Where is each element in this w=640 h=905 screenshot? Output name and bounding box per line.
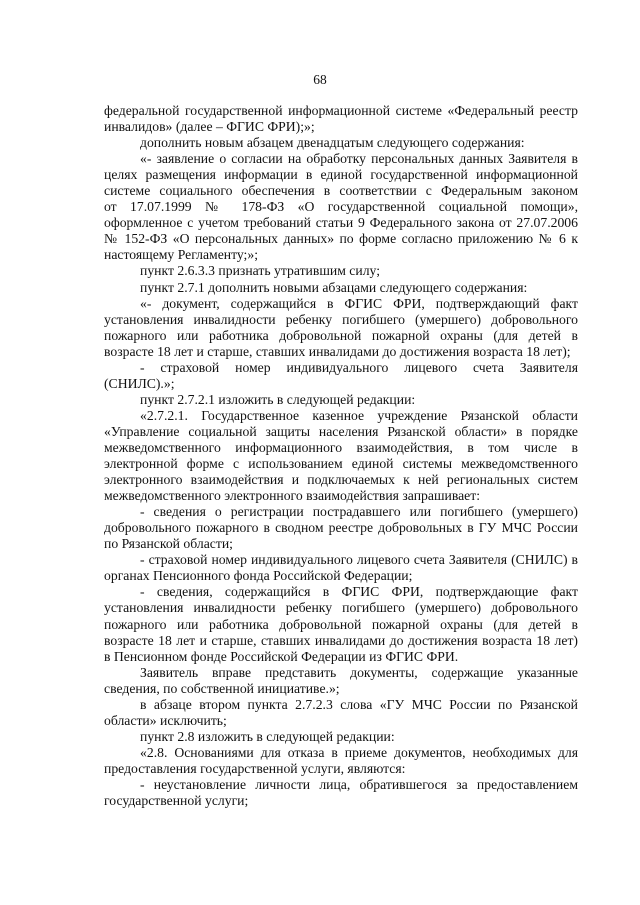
text-line: пожарного или работника добровольной пожарной охраны (для детей в xyxy=(104,327,578,343)
paragraph xyxy=(104,697,578,729)
text-line: пункт 2.6.3.3 признать утратившим силу; xyxy=(140,263,380,279)
paragraph xyxy=(104,665,578,697)
document-body xyxy=(104,103,578,809)
paragraph xyxy=(104,360,578,392)
text-line: пожарного или работника добровольной пожарной охраны (для детей в xyxy=(104,616,578,632)
text-line: электронной форме с использованием единой системы межведомственного xyxy=(104,456,578,472)
text-line: системе социального обеспечения в соответствии с Федеральным законом xyxy=(104,183,578,199)
text-line: области» исключить; xyxy=(104,712,227,728)
paragraph xyxy=(104,103,578,135)
text-line: пункт 2.7.2.1 изложить в следующей редакции: xyxy=(140,391,416,407)
text-line: - страховой номер индивидуального лицевого счета Заявителя (СНИЛС) в xyxy=(140,552,578,568)
text-line: добровольного пожарного в сводном реестре добровольных в ГУ МЧС России xyxy=(104,520,578,536)
text-line: инвалидов» (далее – ФГИС ФРИ);»; xyxy=(104,119,315,135)
text-line: государственной услуги; xyxy=(104,793,249,809)
text-line: электронного взаимодействия и подключаемых к ней региональных систем xyxy=(104,472,578,488)
text-line: оформленное с учетом требований статьи 9 Федерального закона от 27.07.2006 xyxy=(104,215,578,231)
text-line: «- заявление о согласии на обработку персональных данных Заявителя в xyxy=(140,151,578,167)
text-line: установления инвалидности ребенку погибшего (умершего) добровольного xyxy=(104,600,578,616)
text-line: - страховой номер индивидуального лицевого счета Заявителя xyxy=(140,359,578,375)
text-line: «2.7.2.1. Государственное казенное учреждение Рязанской области xyxy=(140,407,578,423)
text-line: в абзаце втором пункта 2.7.2.3 слова «ГУ МЧС России по Рязанской xyxy=(140,696,578,712)
paragraph xyxy=(104,777,578,809)
paragraph xyxy=(104,263,578,279)
text-line: в Пенсионном фонде Российской Федерации из ФГИС ФРИ. xyxy=(104,648,459,664)
text-line: «2.8. Основаниями для отказа в приеме документов, необходимых для xyxy=(140,744,578,760)
text-line: - сведения, содержащийся в ФГИС ФРИ, подтверждающие факт xyxy=(140,584,578,600)
text-line: пункт 2.7.1 дополнить новыми абзацами следующего содержания: xyxy=(140,279,528,295)
paragraph xyxy=(104,392,578,408)
paragraph xyxy=(104,151,578,263)
text-line: федеральной государственной информационной системе «Федеральный реестр xyxy=(104,103,578,118)
paragraph xyxy=(104,296,578,360)
text-line: «- документ, содержащийся в ФГИС ФРИ, подтверждающий факт xyxy=(140,295,578,311)
text-line: возрасте 18 лет и старше, ставших инвалидами до достижения возраста 18 лет) xyxy=(104,632,578,648)
text-line: - неустановление личности лица, обратившегося за предоставлением xyxy=(140,776,578,792)
text-line: возрасте 18 лет и старше, ставших инвалидами до достижения возраста 18 лет); xyxy=(104,343,571,359)
text-line: установления инвалидности ребенку погибшего (умершего) добровольного xyxy=(104,311,578,327)
paragraph xyxy=(104,729,578,745)
text-line: целях размещения информации в единой государственной информационной xyxy=(104,167,578,183)
paragraph xyxy=(104,408,578,504)
page-number: 68 xyxy=(313,72,327,87)
text-line: органах Пенсионного фонда Российской Федерации; xyxy=(104,568,413,584)
text-line: сведения, по собственной инициативе.»; xyxy=(104,680,340,696)
paragraph xyxy=(104,584,578,664)
text-line: Заявитель вправе представить документы, содержащие указанные xyxy=(140,664,578,680)
paragraph xyxy=(104,280,578,296)
text-line: по Рязанской области; xyxy=(104,536,233,552)
text-line: (СНИЛС).»; xyxy=(104,375,175,391)
text-line: от 17.07.1999 № 178-ФЗ «О государственной социальной помощи», xyxy=(104,199,578,215)
text-line: межведомственного электронного взаимодействия запрашивает: xyxy=(104,488,481,504)
paragraph xyxy=(104,745,578,777)
paragraph xyxy=(104,135,578,151)
text-line: № 152-ФЗ «О персональных данных» по форме согласно приложению № 6 к xyxy=(104,231,578,247)
text-line: предоставления государственной услуги, являются: xyxy=(104,760,406,776)
text-line: дополнить новым абзацем двенадцатым следующего содержания: xyxy=(140,135,525,151)
text-line: межведомственного информационного взаимодействия, в том числе в xyxy=(104,439,578,455)
text-line: - сведения о регистрации пострадавшего или погибшего (умершего) xyxy=(140,504,578,520)
paragraph xyxy=(104,504,578,552)
text-line: «Управление социальной защиты населения Рязанской области» в порядке xyxy=(104,423,578,439)
text-line: настоящему Регламенту;»; xyxy=(104,247,259,263)
text-line: пункт 2.8 изложить в следующей редакции: xyxy=(140,728,395,744)
paragraph xyxy=(104,552,578,584)
